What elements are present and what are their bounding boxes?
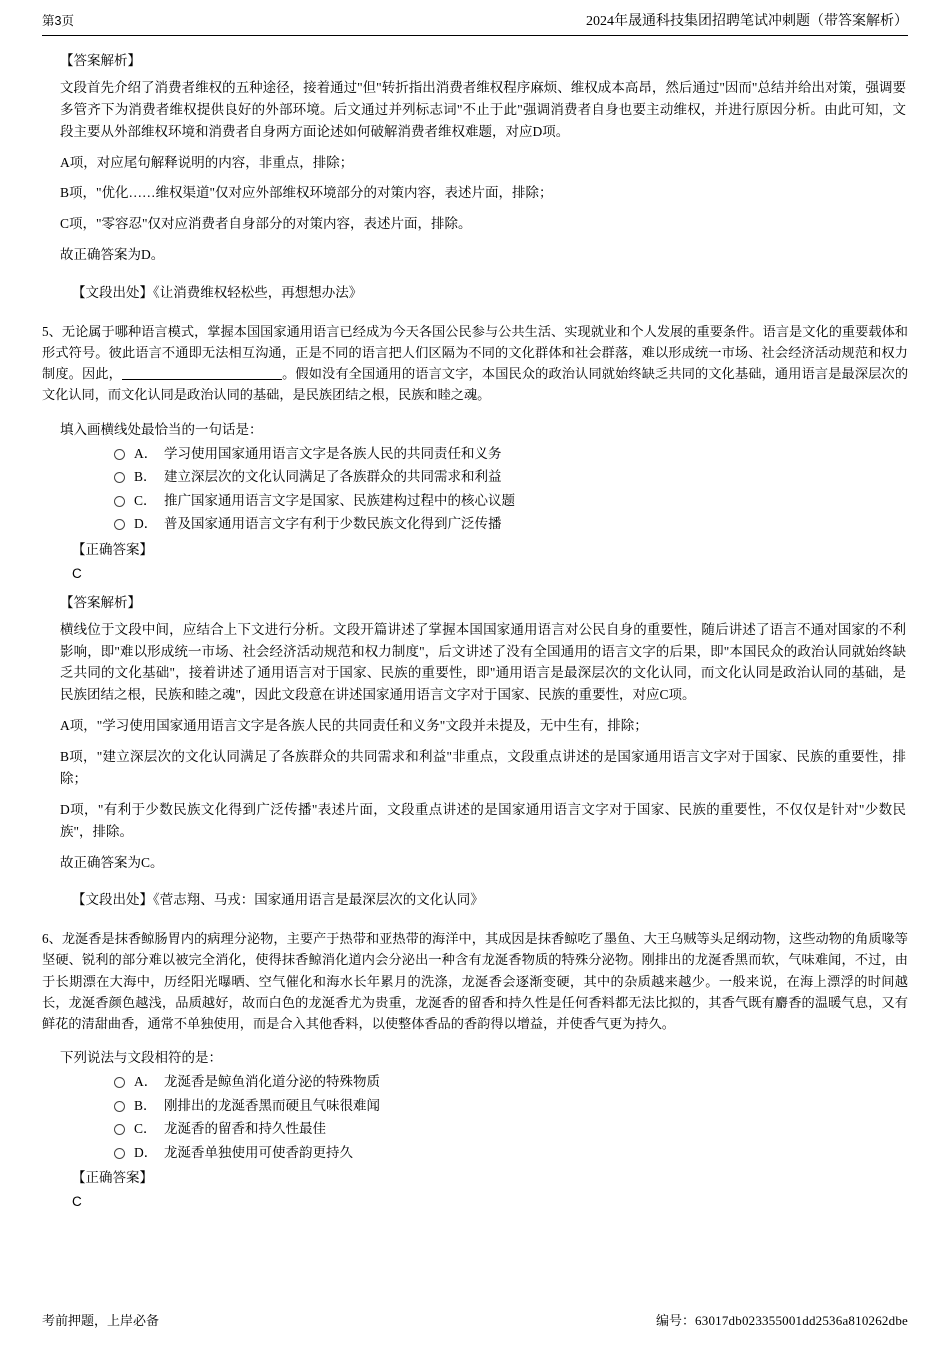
answer-analysis-label: 【答案解析】: [60, 594, 141, 610]
question-prompt: 填入画横线处最恰当的一句话是：: [60, 421, 263, 437]
option-item[interactable]: [114, 1119, 908, 1139]
option-letter: C．: [134, 1121, 157, 1137]
source-line: [42, 281, 908, 301]
question-stem: [42, 321, 908, 406]
option-letter: A．: [134, 445, 158, 461]
correct-answer-label: 【正确答案】: [72, 1170, 153, 1186]
radio-icon[interactable]: [114, 472, 125, 483]
question-block-6: [42, 928, 908, 1209]
analysis-paragraph: D项，"有利于少数民族文化得到广泛传播"表述片面，文段重点讲述的是国家通用语言文字对于国家、民族的重要性，不仅仅是针对"少数民族"，排除。: [60, 801, 906, 839]
option-letter: D．: [134, 516, 158, 532]
analysis-paragraph: A项，"学习使用国家通用语言文字是各族人民的共同责任和义务"文段并未提及，无中生有，排除；: [60, 718, 648, 734]
option-letter: C．: [134, 492, 157, 508]
option-text: 建立深层次的文化认同满足了各族群众的共同需求和利益: [164, 469, 502, 485]
radio-icon[interactable]: [114, 1124, 125, 1135]
option-letter: B．: [134, 469, 157, 485]
option-text: 推广国家通用语言文字是国家、民族建构过程中的核心议题: [164, 492, 515, 508]
source-label: 【文段出处】: [72, 892, 153, 908]
analysis-conclusion: 故正确答案为C。: [60, 854, 164, 870]
option-item[interactable]: [114, 1143, 908, 1163]
radio-icon[interactable]: [114, 496, 125, 507]
option-item[interactable]: [114, 1096, 908, 1116]
question-stem: 6、龙涎香是抹香鲸肠胃内的病理分泌物，主要产于热带和亚热带的海洋中，其成因是抹香鲸吃了墨鱼、大王乌贼等头足纲动物，这些动物的角质喙等坚硬、锐利的部分难以被完全消化，使得抹香鲸消化道内会分泌出一种含有龙涎香物质的特殊分泌物。刚排出的龙涎香黑而软，气味难闻，不过，由于长期漂在大海中，历经阳光曝晒、空气催化和海水长年累月的洗涤，龙涎香会逐渐变硬，其中的杂质越来越少。一般来说，在海上漂浮的时间越长，龙涎香颜色越浅，品质越好，故而白色的龙涎香尤为贵重，龙涎香的留香和持久性是任何香料都无法比拟的，其香气既有麝香的温暖气息，又有鲜花的清甜曲香，通常不单独使用，而是合入其他香料，以使整体香品的香韵得以增益，并使香气更为持久。: [42, 931, 908, 1031]
radio-icon[interactable]: [114, 1077, 125, 1088]
option-list: [42, 1072, 908, 1162]
footer-code-value: 63017db023355001dd2536a810262dbe: [695, 1313, 908, 1328]
correct-answer-value: C: [72, 1194, 82, 1210]
correct-answer-value: C: [72, 565, 82, 581]
page-content: [42, 36, 908, 1209]
page-header: [42, 10, 908, 36]
option-text: 学习使用国家通用语言文字是各族人民的共同责任和义务: [164, 445, 502, 461]
source-line: [42, 888, 908, 908]
analysis-paragraph: C项，"零容忍"仅对应消费者自身部分的对策内容，表述片面，排除。: [60, 216, 472, 232]
source-text: 《菅志翔、马戎：国家通用语言是最深层次的文化认同》: [153, 892, 484, 908]
option-text: 龙涎香的留香和持久性最佳: [164, 1121, 326, 1137]
analysis-paragraph: A项，对应尾句解释说明的内容，非重点，排除；: [60, 154, 354, 170]
option-item[interactable]: [114, 514, 908, 534]
option-text: 龙涎香是鲸鱼消化道分泌的特殊物质: [164, 1073, 380, 1089]
option-item[interactable]: [114, 444, 908, 464]
analysis-paragraph: B项，"优化……维权渠道"仅对应外部维权环境部分的对策内容，表述片面，排除；: [60, 185, 553, 201]
option-item[interactable]: [114, 1072, 908, 1092]
answer-analysis-label: 【答案解析】: [60, 53, 141, 68]
footer-code-label: 编号：: [656, 1313, 696, 1328]
option-letter: B．: [134, 1097, 157, 1113]
option-item[interactable]: [114, 467, 908, 487]
document-title: 2024年晟通科技集团招聘笔试冲刺题（带答案解析）: [586, 14, 908, 29]
fill-blank: [122, 379, 282, 380]
option-list: [42, 444, 908, 534]
radio-icon[interactable]: [114, 519, 125, 530]
radio-icon[interactable]: [114, 449, 125, 460]
page-number: 第3页: [42, 14, 74, 28]
radio-icon[interactable]: [114, 1148, 125, 1159]
radio-icon[interactable]: [114, 1101, 125, 1112]
question-block-5: [42, 321, 908, 908]
option-letter: D．: [134, 1144, 158, 1160]
source-text: 《让消费维权轻松些，再想想办法》: [153, 285, 363, 301]
correct-answer-label: 【正确答案】: [72, 541, 153, 557]
analysis-paragraph: 横线位于文段中间，应结合上下文进行分析。文段开篇讲述了掌握本国国家通用语言对公民自身的重要性，随后讲述了语言不通对国家的不利影响，即"难以形成统一市场、社会经济活动规范和权力制度"，后文讲述了没有全国通用的语言文字的后果，即"本国民众的政治认同就始终缺乏共同的文化基础"，接着讲述了通用语言对于国家、民族的重要性，即"通用语言是最深层次的文化认同，而文化认同是政治认同的基础，是民族团结之根，民族和睦之魂"，因此文段意在讲述国家通用语言文字对于国家、民族的重要性，对应C项。: [60, 621, 906, 703]
analysis-conclusion: 故正确答案为D。: [60, 247, 165, 263]
analysis-paragraph: B项，"建立深层次的文化认同满足了各族群众的共同需求和利益"非重点，文段重点讲述的是国家通用语言文字对于国家、民族的重要性，排除；: [60, 749, 906, 786]
option-text: 普及国家通用语言文字有利于少数民族文化得到广泛传播: [164, 516, 502, 532]
option-text: 龙涎香单独使用可使香韵更持久: [164, 1144, 353, 1160]
page-footer: [42, 1304, 908, 1329]
question-prompt: 下列说法与文段相符的是：: [60, 1049, 222, 1065]
option-item[interactable]: [114, 491, 908, 511]
source-label: 【文段出处】: [72, 285, 153, 301]
analysis-paragraph: 文段首先介绍了消费者维权的五种途径，接着通过"但"转折指出消费者维权程序麻烦、维权成本高昂，然后通过"因而"总结并给出对策，强调要多管齐下为消费者维权提供良好的外部环境。后文通过并列标志词"不止于此"强调消费者自身也要主动维权，并进行原因分析。由此可知，文段主要从外部维权环境和消费者自身两方面论述如何破解消费者维权难题，对应D项。: [60, 80, 906, 139]
footer-slogan: 考前押题，上岸必备: [42, 1313, 160, 1328]
option-text: 刚排出的龙涎香黑而硬且气味很难闻: [164, 1097, 380, 1113]
footer-code: [656, 1310, 908, 1329]
question-stem-part1: 5、无论属于哪种语言模式，掌握本国国家通用语言已经成为今天各国公民参与公共生活、实现就业和个人发展的重要条件。语言是文化的重要载体和形式符号。彼此语言不通即无法相互沟通，正是不同的语言把人们区隔为不同的文化群体和社会群落，难以形成统一市场、社会经济活动规范和权力制度。因此，: [42, 324, 908, 382]
question-stem-part2: 。假如没有全国通用的语言文字，本国民众的政治认同就始终缺乏共同的文化基础，通用语言是最深层次的文化认同，而文化认同是政治认同的基础，是民族团结之根，民族和睦之魂。: [42, 366, 909, 403]
option-letter: A．: [134, 1073, 158, 1089]
